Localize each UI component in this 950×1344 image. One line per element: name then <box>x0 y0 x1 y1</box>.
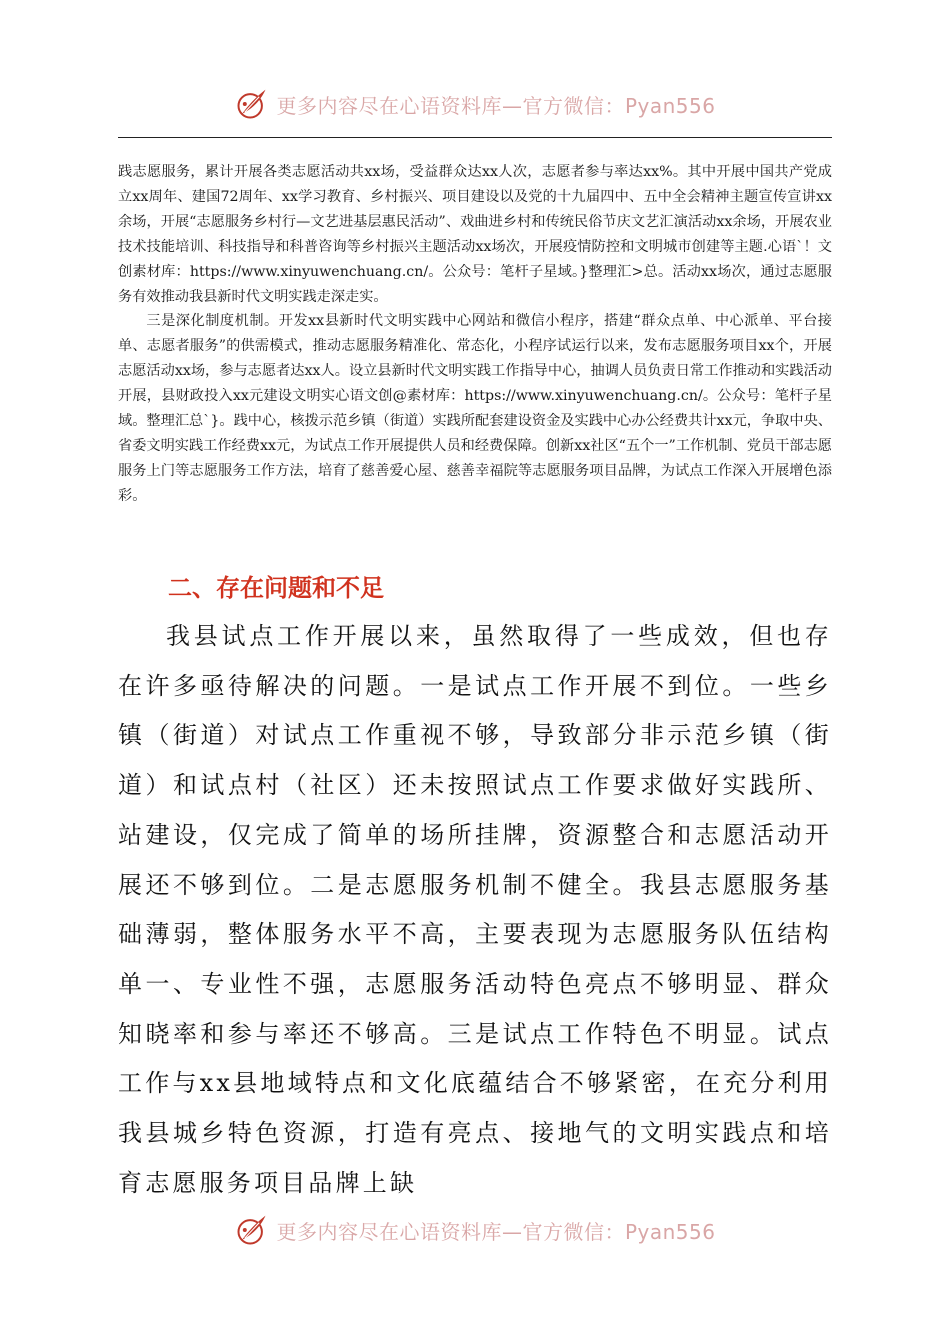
paragraph-volunteer-activities: 践志愿服务，累计开展各类志愿活动共xx场，受益群众达xx人次，志愿者参与率达xx%。其中开展中国共产党成立xx周年、建国72周年、xx学习教育、乡村振兴、项目建设以及党的十九届四中、五中全会精神主题宣传宣讲xx余场，开展“志愿服务乡村行—文艺进基层惠民活动”、戏曲进乡村和传统民俗节庆文艺汇演活动xx余场，开展农业技术技能培训、科技指导和科普咨询等乡村振兴主题活动xx场次，开展疫情防控和文明城市创建等主题.心语`！文创素材库：https://www.xinyuwenchuang.cn/。公众号：笔杆子星域。}整理汇>总。活动xx场次，通过志愿服务有效推动我县新时代文明实践走深走实。 <box>118 164 832 305</box>
header-banner <box>0 82 950 126</box>
footer-banner <box>0 1208 950 1252</box>
paragraph-deepen-mechanism: 三是深化制度机制。开发xx县新时代文明实践中心网站和微信小程序，搭建“群众点单、中心派单、平台接单、志愿者服务”的供需模式，推动志愿服务精准化、常态化，小程序试运行以来，发布志愿服务项目xx个，开展志愿活动xx场，参与志愿者达xx人。设立县新时代文明实践工作指导中心，抽调人员负责日常工作推动和实践活动开展，县财政投入xx元建设文明实心语文创@素材库：https://www.xinyuwenchuang.cn/。公众号：笔杆子星域。整理汇总`}。践中心，核拨示范乡镇（街道）实践所配套建设资金及实践中心办公经费共计xx元，争取中央、省委文明实践工作经费xx元，为试点工作开展提供人员和经费保障。创新xx社区“五个一”工作机制、党员干部志愿服务上门等志愿服务工作方法，培育了慈善爱心屋、慈善幸福院等志愿服务项目品牌，为试点工作深入开展增色添彩。 <box>118 313 832 504</box>
header-divider <box>118 137 832 138</box>
quill-logo-icon <box>234 86 270 122</box>
section-heading: 二、存在问题和不足 <box>168 574 384 602</box>
footer-banner-text: 更多内容尽在心语资料库—官方微信：Pyan556 <box>276 1219 716 1244</box>
header-banner-content <box>234 86 715 122</box>
footer-banner-content <box>234 1212 715 1248</box>
small-text-block <box>118 160 832 509</box>
paragraph-problems: 我县试点工作开展以来，虽然取得了一些成效，但也存在许多亟待解决的问题。一是试点工作开展不到位。一些乡镇（街道）对试点工作重视不够，导致部分非示范乡镇（街道）和试点村（社区）还未按照试点工作要求做好实践所、站建设，仅完成了简单的场所挂牌，资源整合和志愿活动开展还不够到位。二是志愿服务机制不健全。我县志愿服务基础薄弱，整体服务水平不高，主要表现为志愿服务队伍结构单一、专业性不强，志愿服务活动特色亮点不够明显、群众知晓率和参与率还不够高。三是试点工作特色不明显。试点工作与xx县地域特点和文化底蕴结合不够紧密，在充分利用我县城乡特色资源，打造有亮点、接地气的文明实践点和培育志愿服务项目品牌上缺 <box>118 622 832 1197</box>
header-banner-text: 更多内容尽在心语资料库—官方微信：Pyan556 <box>276 93 716 118</box>
quill-logo-icon <box>234 1212 270 1248</box>
large-text-block <box>118 612 832 1208</box>
